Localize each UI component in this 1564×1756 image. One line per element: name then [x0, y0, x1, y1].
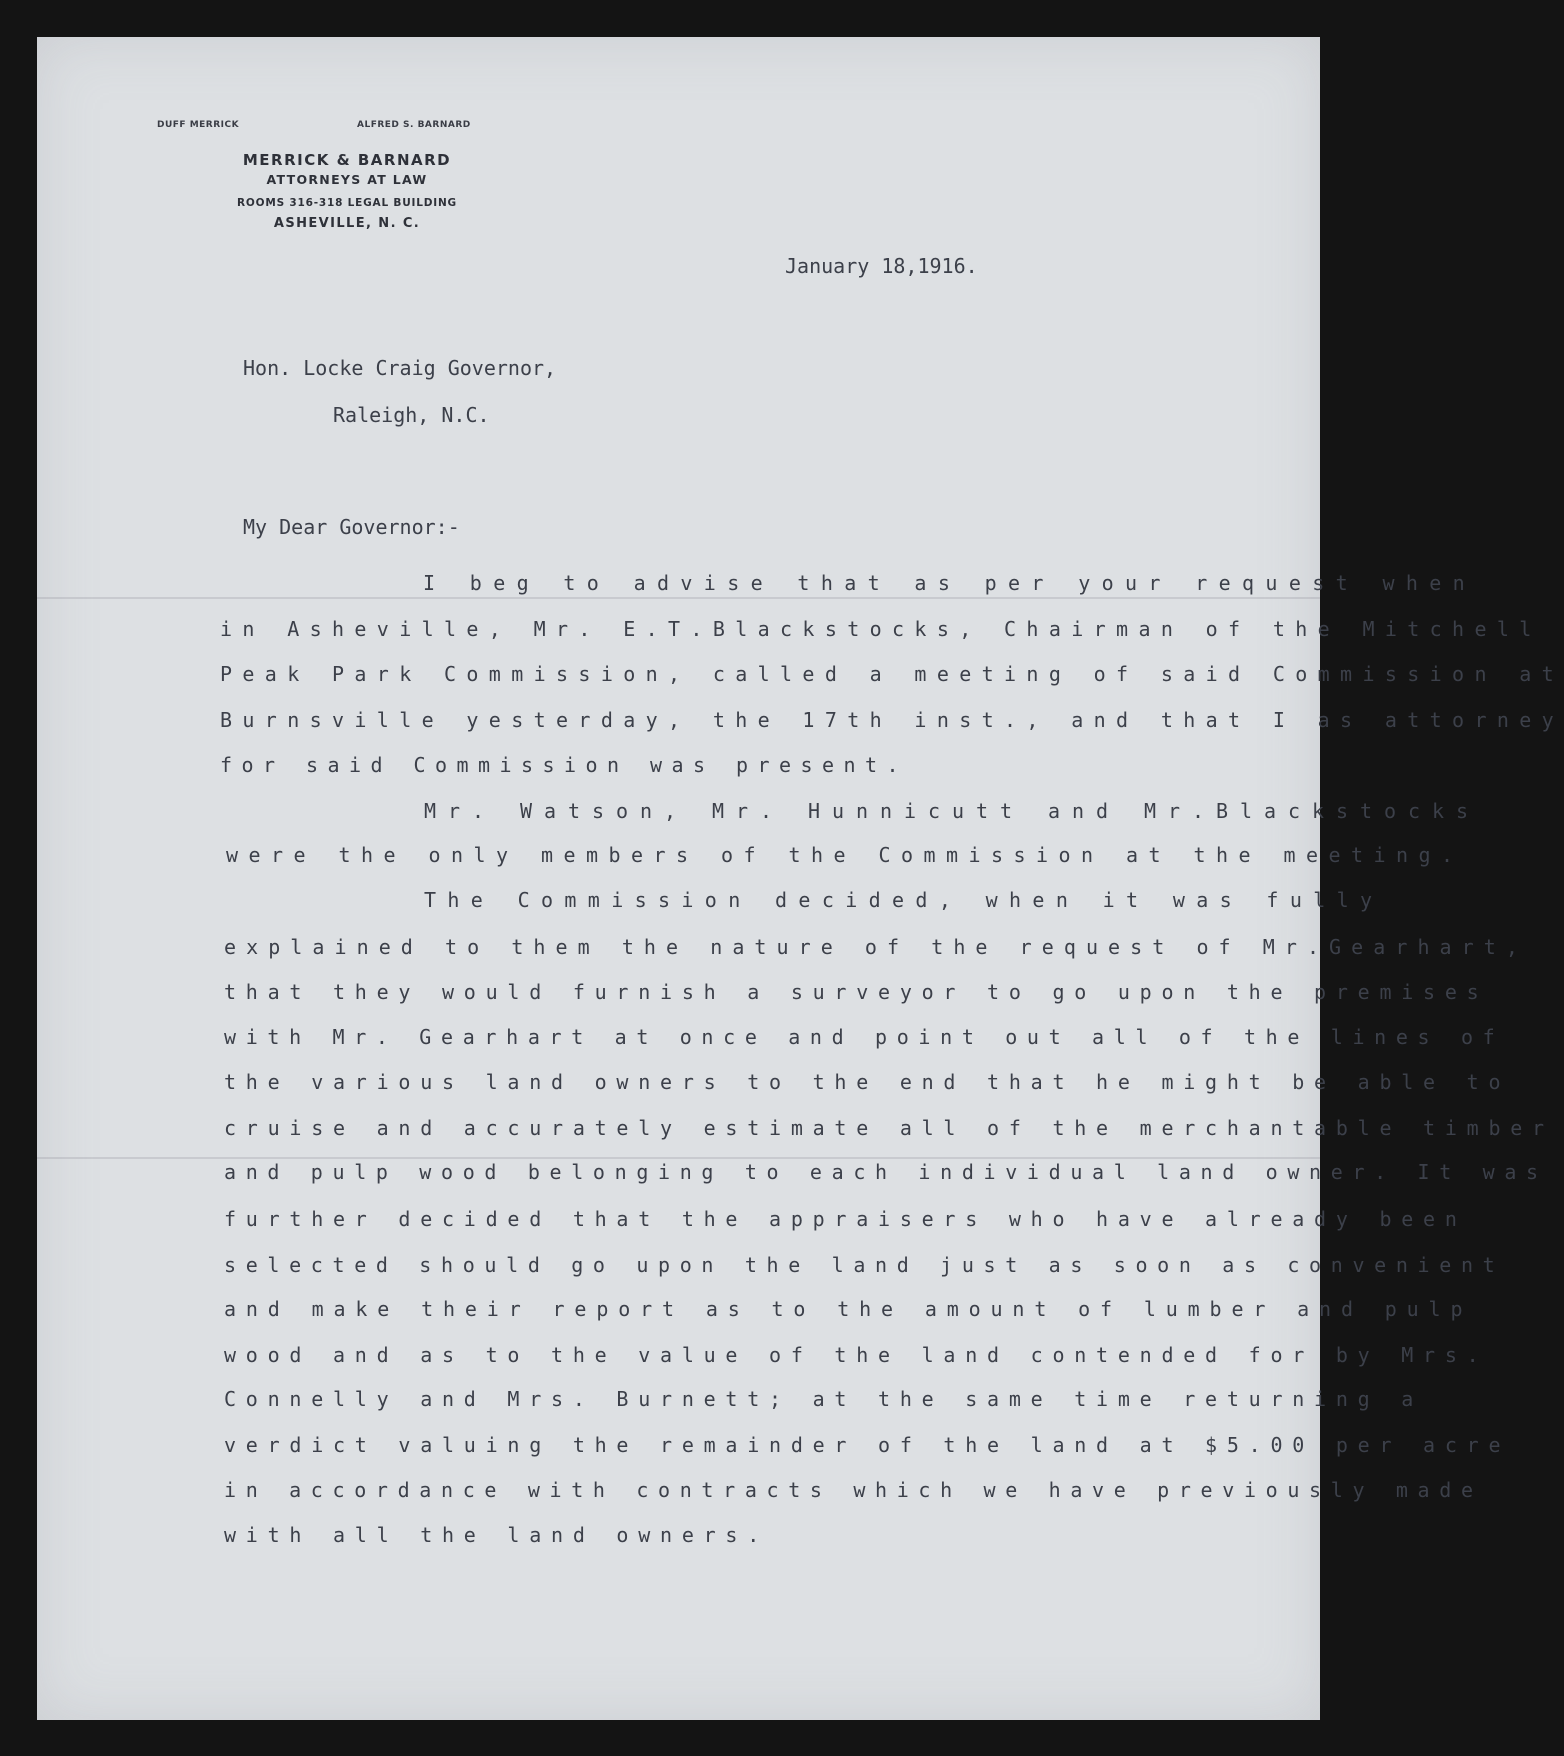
body-line: in accordance with contracts which we have previously made: [224, 1478, 1483, 1502]
firm-title: ATTORNEYS AT LAW: [266, 172, 428, 187]
body-line: in Asheville, Mr. E.T.Blackstocks, Chairman of the Mitchell: [220, 617, 1542, 641]
letter-date: January 18,1916.: [785, 254, 978, 278]
body-line: selected should go upon the land just as soon as convenient: [224, 1253, 1505, 1277]
firm-address: ROOMS 316-318 LEGAL BUILDING: [237, 197, 457, 209]
body-line: cruise and accurately estimate all of the merchantable timber: [224, 1116, 1554, 1140]
body-line: The Commission decided, when it was fully: [424, 888, 1384, 912]
letter-page: [37, 37, 1564, 1720]
body-line: wood and as to the value of the land contended for by Mrs.: [224, 1343, 1489, 1367]
body-line: that they would furnish a surveyor to go upon the premises: [224, 980, 1489, 1004]
body-line: with all the land owners.: [224, 1523, 770, 1547]
addressee-name: Hon. Locke Craig Governor,: [243, 356, 557, 380]
body-line: and pulp wood belonging to each individual land owner. It was: [224, 1160, 1548, 1184]
body-line: Peak Park Commission, called a meeting of said Commission at: [220, 662, 1564, 686]
body-line: were the only members of the Commission at the meeting.: [226, 843, 1464, 867]
salutation: My Dear Governor:-: [243, 515, 460, 539]
body-line: for said Commission was present.: [220, 753, 909, 777]
paper-fold: [37, 1157, 1320, 1159]
body-line: Connelly and Mrs. Burnett; at the same time returning a: [224, 1387, 1424, 1411]
body-line: further decided that the appraisers who have already been: [224, 1207, 1467, 1231]
letterhead-partners: [157, 120, 537, 136]
body-line: explained to them the nature of the request of Mr.Gearhart,: [224, 935, 1528, 959]
addressee-city: Raleigh, N.C.: [333, 403, 490, 427]
body-line: with Mr. Gearhart at once and point out all of the lines of: [224, 1025, 1505, 1049]
firm-name: MERRICK & BARNARD: [242, 151, 452, 169]
firm-city: ASHEVILLE, N. C.: [273, 216, 421, 231]
body-line: I beg to advise that as per your request when: [423, 571, 1477, 595]
body-line: Mr. Watson, Mr. Hunnicutt and Mr.Blackstocks: [424, 799, 1481, 823]
body-line: verdict valuing the remainder of the land at $5.00 per acre: [224, 1433, 1511, 1457]
body-line: and make their report as to the amount of lumber and pulp: [224, 1297, 1473, 1321]
partner-right: ALFRED S. BARNARD: [357, 120, 471, 130]
body-line: the various land owners to the end that he might be able to: [224, 1070, 1511, 1094]
body-line: Burnsville yesterday, the 17th inst., and that I as attorney: [220, 708, 1564, 732]
paper-fold: [37, 597, 1320, 599]
partner-left: DUFF MERRICK: [157, 120, 240, 130]
